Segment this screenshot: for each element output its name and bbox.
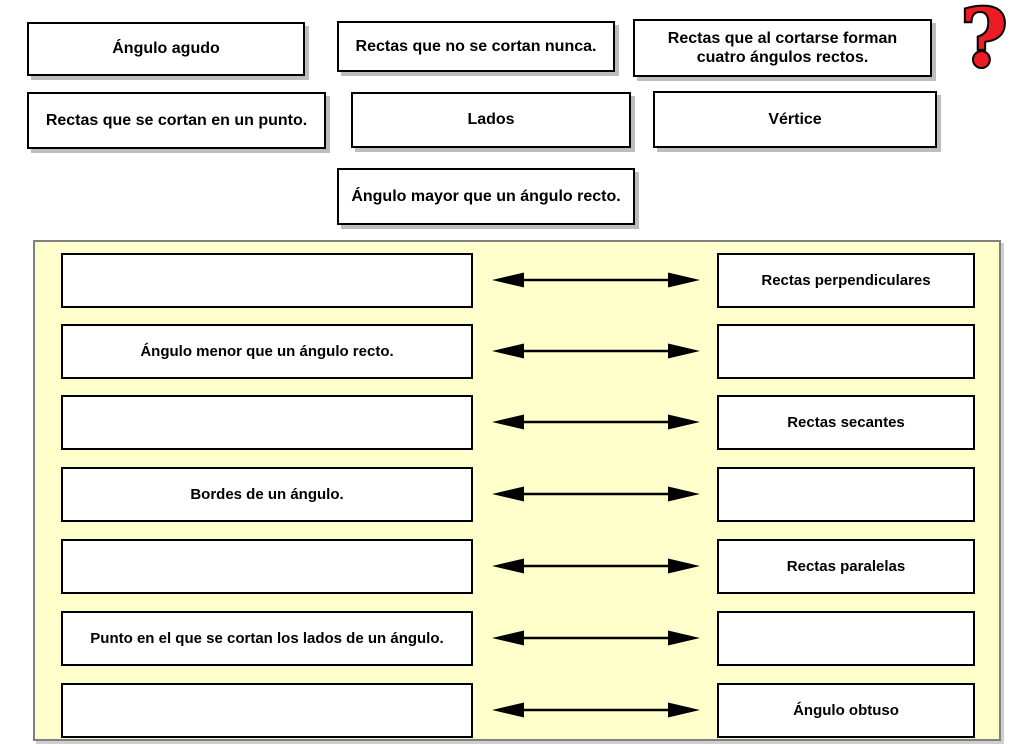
match-slot-left-4[interactable] xyxy=(61,467,473,522)
double-arrow-icon xyxy=(491,628,701,648)
word-card-angulo-agudo[interactable] xyxy=(27,22,305,76)
question-mark-glyph: ? xyxy=(960,0,1008,78)
match-slot-right-2[interactable] xyxy=(717,324,975,379)
double-arrow-icon xyxy=(491,270,701,290)
match-slot-right-7[interactable] xyxy=(717,683,975,738)
match-slot-left-2[interactable] xyxy=(61,324,473,379)
word-card-rectas-se-cortan-punto[interactable] xyxy=(27,92,326,149)
word-card-label: Ángulo mayor que un ángulo recto. xyxy=(351,187,621,205)
word-card-label: Vértice xyxy=(768,110,822,128)
match-row xyxy=(35,395,999,450)
word-card-label: Rectas que no se cortan nunca. xyxy=(355,37,597,55)
slot-label: Rectas perpendiculares xyxy=(761,271,931,289)
word-card-angulo-mayor[interactable] xyxy=(337,168,635,225)
slot-label: Ángulo menor que un ángulo recto. xyxy=(140,342,394,360)
match-row xyxy=(35,467,999,522)
slot-label: Punto en el que se cortan los lados de un ángulo. xyxy=(90,629,444,647)
match-row xyxy=(35,253,999,308)
double-arrow-icon xyxy=(491,484,701,504)
double-arrow-icon xyxy=(491,412,701,432)
match-slot-right-6[interactable] xyxy=(717,611,975,666)
word-card-rectas-cuatro-angulos-rectos[interactable] xyxy=(633,19,932,77)
word-card-label: Rectas que se cortan en un punto. xyxy=(45,111,308,129)
match-slot-right-5[interactable] xyxy=(717,539,975,594)
match-slot-left-5[interactable] xyxy=(61,539,473,594)
word-card-label: Rectas que al cortarse forman cuatro ángulos rectos. xyxy=(667,29,898,66)
word-card-rectas-no-se-cortan[interactable] xyxy=(337,21,615,72)
match-slot-left-3[interactable] xyxy=(61,395,473,450)
word-card-label: Ángulo agudo xyxy=(112,40,220,58)
word-card-vertice[interactable] xyxy=(653,91,937,148)
slot-label: Bordes de un ángulo. xyxy=(190,485,344,503)
double-arrow-icon xyxy=(491,700,701,720)
word-card-label: Lados xyxy=(467,111,515,129)
match-slot-left-7[interactable] xyxy=(61,683,473,738)
double-arrow-icon xyxy=(491,341,701,361)
match-slot-left-6[interactable] xyxy=(61,611,473,666)
match-row xyxy=(35,539,999,594)
slot-label: Rectas secantes xyxy=(787,413,905,431)
question-mark-icon[interactable] xyxy=(950,0,1016,78)
match-row xyxy=(35,683,999,738)
match-slot-right-1[interactable] xyxy=(717,253,975,308)
double-arrow-icon xyxy=(491,556,701,576)
match-row xyxy=(35,324,999,379)
match-slot-right-4[interactable] xyxy=(717,467,975,522)
match-slot-left-1[interactable] xyxy=(61,253,473,308)
match-row xyxy=(35,611,999,666)
slot-label: Rectas paralelas xyxy=(786,557,906,575)
slot-label: Ángulo obtuso xyxy=(793,701,899,719)
match-slot-right-3[interactable] xyxy=(717,395,975,450)
matching-panel xyxy=(33,240,1001,741)
word-card-lados[interactable] xyxy=(351,92,631,148)
